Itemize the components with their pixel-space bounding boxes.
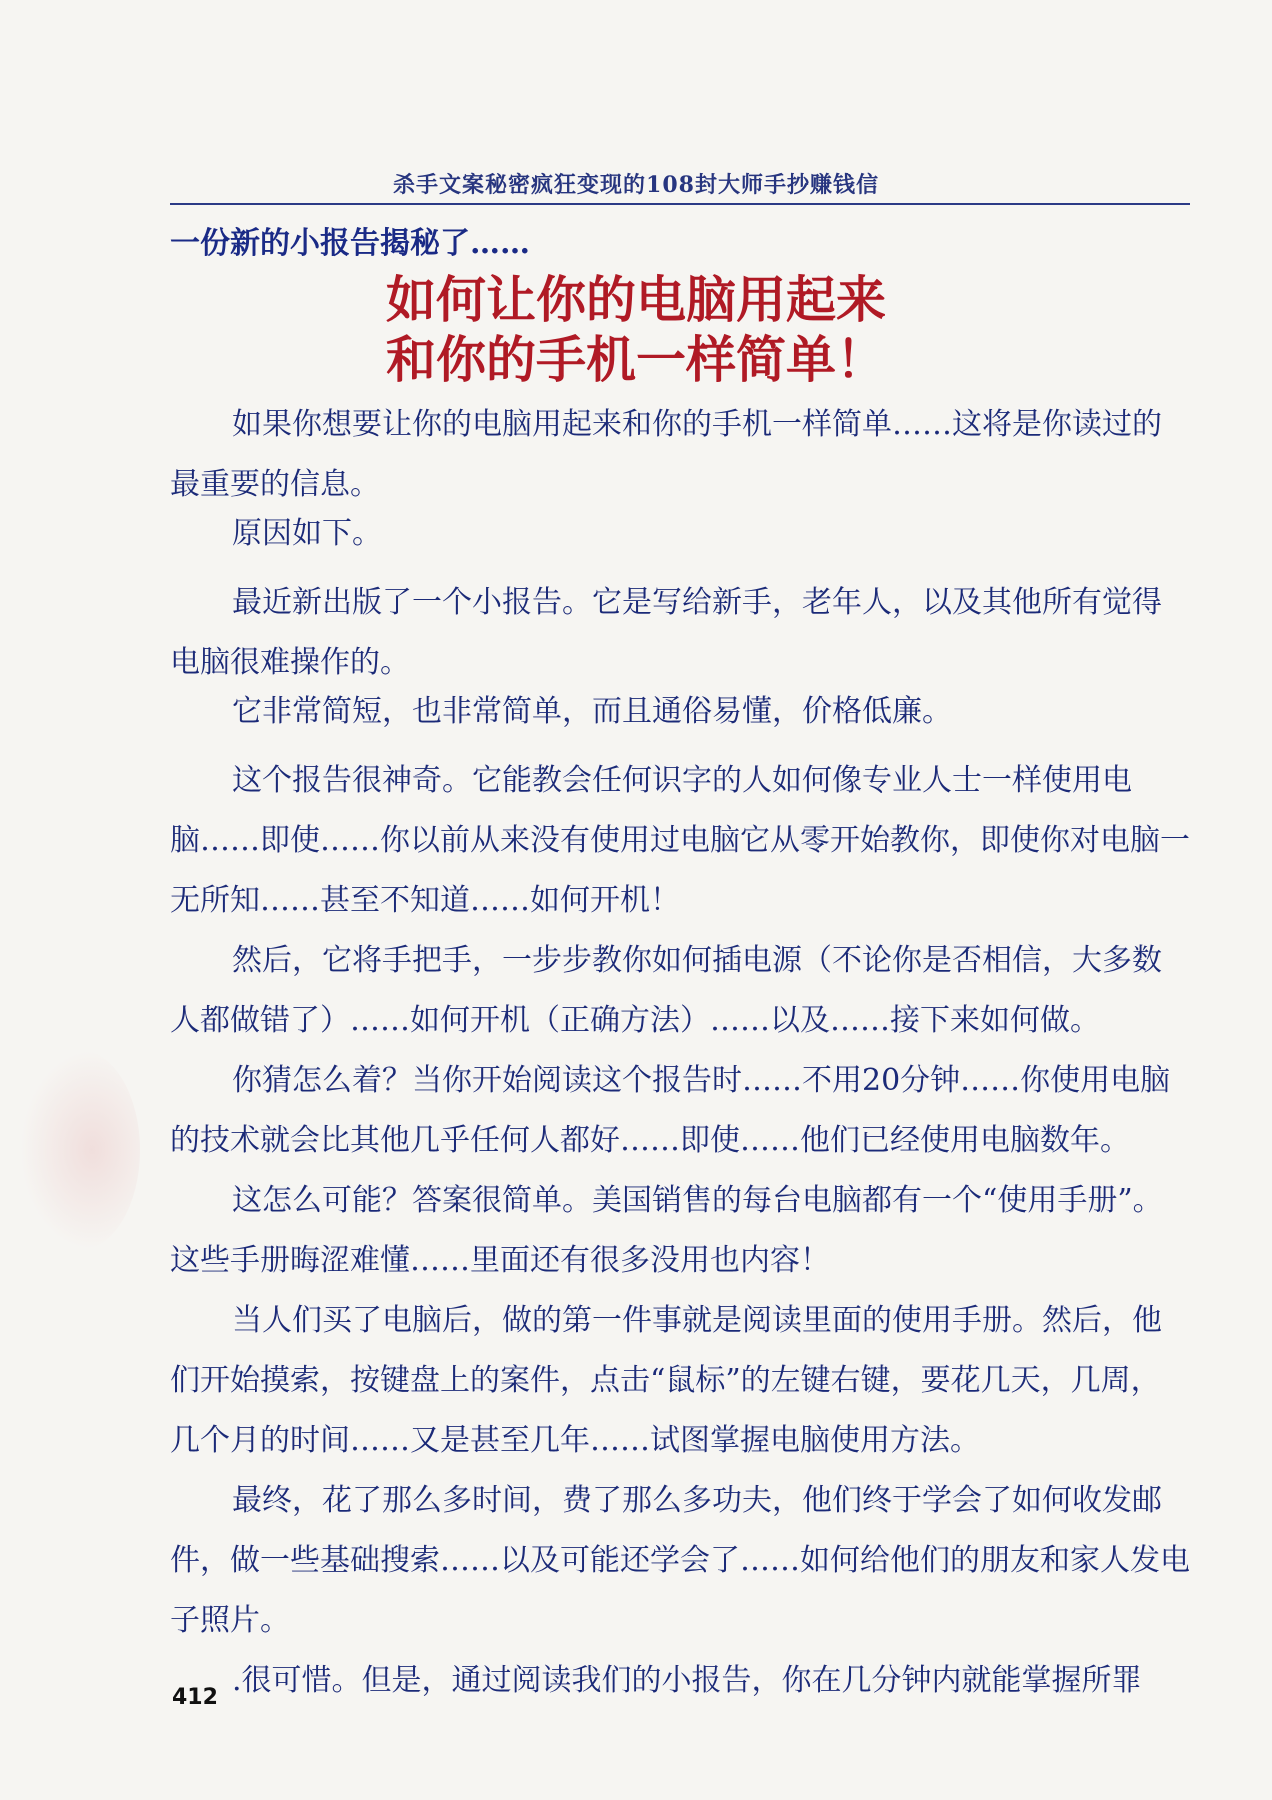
paragraph: 原因如下。 [232, 516, 382, 551]
paragraph: 然后，它将手把手，一步步教你如何插电源（不论你是否相信，大多数人都做错了）……如何开机（正确方法）……以及……接下来如何做。 [170, 943, 1162, 1038]
headline-line-1: 如何让你的电脑用起来 [386, 271, 886, 329]
paragraph: 最终，花了那么多时间，费了那么多功夫，他们终于学会了如何收发邮件，做一些基础搜索……以及可能还学会了……如何给他们的朋友和家人发电子照片。 [170, 1483, 1190, 1638]
paragraph: .很可惜。但是，通过阅读我们的小报告，你在几分钟内就能掌握所罪 [232, 1663, 1142, 1698]
headline-line-2: 和你的手机一样简单！ [386, 331, 886, 389]
body-text [170, 395, 1190, 1711]
paragraph: 如果你想要让你的电脑用起来和你的手机一样简单……这将是你读过的最重要的信息。 [170, 407, 1162, 502]
page-number: 412 [172, 1685, 218, 1710]
paragraph: 它非常简短，也非常简单，而且通俗易懂，价格低廉。 [232, 694, 952, 729]
page-stain [20, 1050, 140, 1250]
paragraph: 这个报告很神奇。它能教会任何识字的人如何像专业人士一样使用电脑……即使……你以前从来没有使用过电脑它从零开始教你，即使你对电脑一无所知……甚至不知道……如何开机！ [170, 763, 1190, 918]
paragraph: 这怎么可能？答案很简单。美国销售的每台电脑都有一个“使用手册”。这些手册晦涩难懂……里面还有很多没用也内容！ [170, 1183, 1163, 1278]
header-rule [170, 203, 1190, 205]
kicker-line: 一份新的小报告揭秘了…… [170, 226, 530, 261]
running-head: 杀手文案秘密疯狂变现的108封大师手抄赚钱信 [393, 172, 879, 198]
paragraph: 当人们买了电脑后，做的第一件事就是阅读里面的使用手册。然后，他们开始摸索，按键盘上的案件，点击“鼠标”的左键右键，要花几天，几周，几个月的时间……又是甚至几年……试图掌握电脑使用方法。 [170, 1303, 1162, 1458]
paragraph: 最近新出版了一个小报告。它是写给新手，老年人，以及其他所有觉得电脑很难操作的。 [170, 585, 1162, 680]
paragraph: 你猜怎么着？当你开始阅读这个报告时……不用20分钟……你使用电脑的技术就会比其他几乎任何人都好……即使……他们已经使用电脑数年。 [170, 1063, 1171, 1158]
headline [0, 270, 1272, 390]
